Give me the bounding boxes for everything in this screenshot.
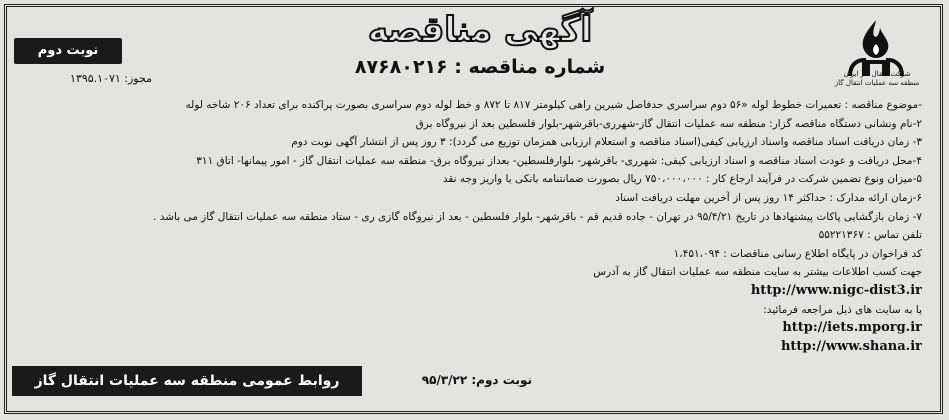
notice-title: آگهی مناقصه	[367, 10, 593, 50]
logo-flame	[863, 20, 889, 58]
phone-line: تلفن تماس : ۵۵۲۲۱۳۶۷	[818, 229, 922, 242]
publication-date: نوبت دوم: ۹۵/۳/۲۲	[421, 373, 532, 387]
logo-caption-line-1: شرکت انتقال گاز ایران	[843, 70, 911, 78]
refer-line: یا به سایت های ذیل مراجعه فرمائید:	[763, 303, 922, 316]
logo-caption	[818, 70, 936, 88]
body-line: ۲-نام ونشانی دستگاه مناقصه گزار: منطقه سه عملیات انتقال گاز-شهرری-باقرشهر-بلوار فلسطین بعد از نیروگاه برق	[415, 117, 922, 130]
tender-number: شماره مناقصه : ۸۷۶۸۰۲۱۶	[354, 56, 606, 78]
public-relations-box: روابط عمومی منطقه سه عملیات انتقال گاز	[12, 366, 362, 396]
nigc-dist3-link[interactable]: http://www.nigc-dist3.ir	[750, 282, 922, 298]
second-publication-badge: نوبت دوم	[14, 38, 122, 64]
notice-body	[22, 96, 922, 356]
iets-link[interactable]: http://iets.mporg.ir	[782, 320, 922, 336]
tender-code-line: کد فراخوان در پایگاه اطلاع رسانی مناقصات : ۱،۴۵۱،۰۹۴	[673, 247, 922, 260]
logo-caption-line-2: منطقه سه عملیات انتقال گاز	[834, 79, 920, 87]
info-line: جهت کسب اطلاعات بیشتر به سایت منطقه سه عملیات انتقال گاز به آدرس	[593, 266, 922, 279]
shana-link[interactable]: http://www.shana.ir	[780, 338, 922, 354]
body-line: ۶-زمان ارائه مدارک : حداکثر ۱۴ روز پس از آخرین مهلت دریافت اسناد	[615, 191, 922, 204]
body-line: ۵-میزان ونوع تضمین شرکت در فرآیند ارجاع کار : ۷۵۰،۰۰۰،۰۰۰ ریال بصورت ضمانتنامه بانکی یا واریز وجه نقد	[442, 173, 922, 186]
body-line: ۳- زمان دریافت اسناد مناقصه واسناد ارزیابی کیفی(اسناد مناقصه و استعلام ارزیابی همزمان توزیع می گردد): ۳ روز پس از انتشار آگهی نوبت دوم	[291, 136, 922, 149]
body-line: ۴-محل دریافت و عودت اسناد مناقصه و اسناد ارزیابی کیفی: شهرری- باقرشهر- بلوارفلسطین- بعداز نیروگاه برق- منطقه سه عملیات انتقال گاز - امور پیمانها- اتاق ۳۱۱	[196, 154, 922, 167]
body-line: ۷- زمان بازگشایی پاکات پیشنهادها در تاریخ ۹۵/۴/۲۱ در تهران - جاده قدیم قم - باقرشهر- بلوار فلسطین - بعد از نیروگاه گازی ری - ستاد منطقه سه عملیات انتقال گاز می باشد .	[153, 210, 922, 223]
body-line: -موضوع مناقصه : تعمیرات خطوط لوله «۵۶ دوم سراسری حدفاصل شیرین راهی کیلومتر ۸۱۷ تا ۸۷۲ و خط لوله دوم سراسری بصورت پراکنده برای تعداد ۲۰۶ شاخه لوله	[185, 99, 922, 111]
permit-number: مجوز: ۱۳۹۵.۱۰۷۱	[70, 72, 152, 85]
nigc-flame-logo-icon	[820, 14, 932, 104]
